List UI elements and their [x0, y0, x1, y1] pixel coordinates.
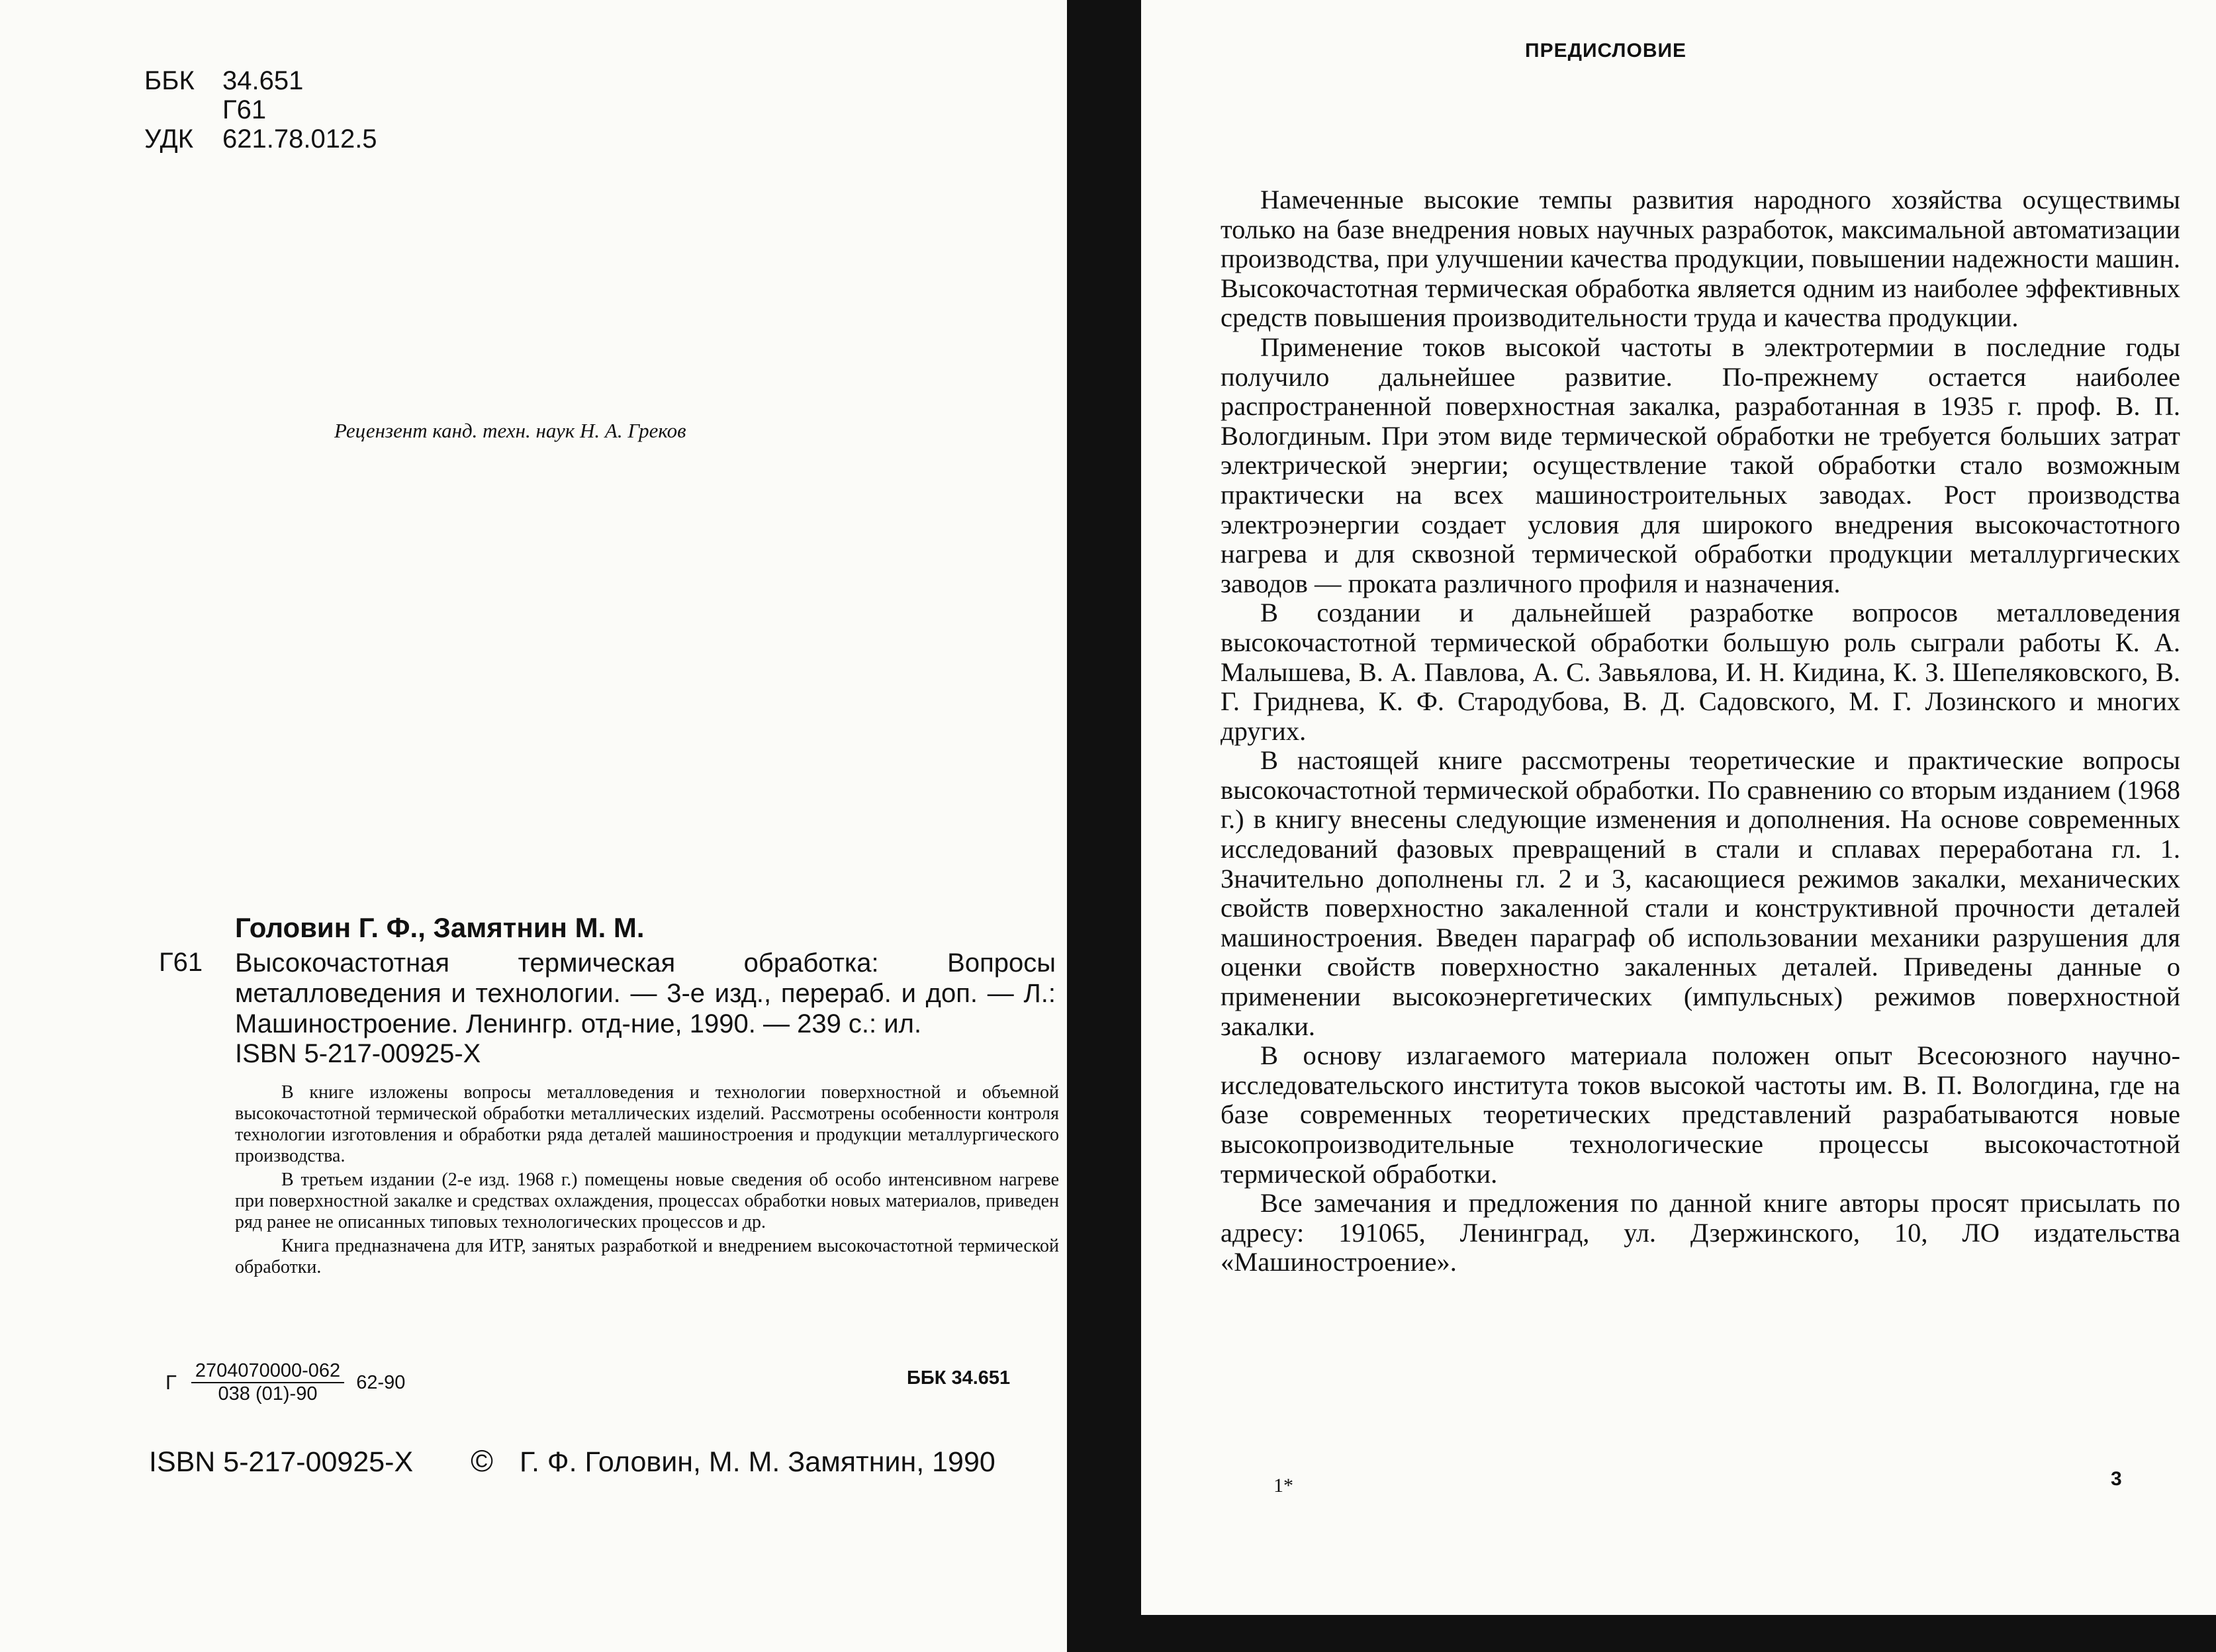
annotation — [235, 1082, 1059, 1281]
card-description: Высокочастотная термическая обработка: Вопросы металловедения и технологии. — 3-е изд., перераб. и доп. — Л.: Машиностроение. Ленингр. отд-ние, 1990. — 239 с.: ил. — [235, 948, 1056, 1038]
catalog-card — [159, 912, 1056, 1069]
code-fraction — [191, 1360, 344, 1405]
scan-edge — [1067, 0, 1071, 1652]
classification-row — [144, 95, 377, 124]
page-number: 3 — [2111, 1468, 2122, 1490]
bbk-footer: ББК 34.651 — [907, 1367, 1011, 1389]
annotation-paragraph: Книга предназначена для ИТР, занятых разработкой и внедрением высокочастотной термической обработки. — [235, 1236, 1059, 1277]
reviewer-line: Рецензент канд. техн. наук Н. А. Греков — [334, 419, 686, 442]
classification-block — [144, 66, 377, 154]
card-isbn: ISBN 5-217-00925-X — [235, 1039, 481, 1068]
code-suffix: 62-90 — [356, 1371, 406, 1393]
card-description-row — [159, 948, 1056, 1039]
page-title: ПРЕДИСЛОВИЕ — [1525, 40, 1687, 62]
classification-value: Г61 — [222, 95, 267, 124]
classification-key: ББК — [144, 66, 195, 95]
preface-paragraph: Все замечания и предложения по данной книге авторы просят присылать по адресу: 191065, Ленинград, ул. Дзержинского, 10, ЛО издательства «Машиностроение». — [1221, 1188, 2180, 1277]
isbn-footer: ISBN 5-217-00925-X — [149, 1446, 414, 1478]
card-mark: Г61 — [159, 948, 203, 977]
classification-row — [144, 124, 377, 154]
copyright-symbol: © — [471, 1444, 494, 1478]
classification-value: 621.78.012.5 — [222, 124, 377, 154]
code-numerator: 2704070000-062 — [191, 1360, 344, 1383]
copyright-line — [149, 1443, 995, 1479]
annotation-paragraph: В третьем издании (2-е изд. 1968 г.) помещены новые сведения об особо интенсивном нагреве при поверхностной закалке и средствах охлаждения, процессах обработки новых материалов, приведен ряд ранее не описанных типовых технологических процессов и др. — [235, 1170, 1059, 1232]
classification-key — [144, 95, 222, 124]
classification-value: 34.651 — [222, 66, 304, 95]
code-denominator: 038 (01)-90 — [218, 1383, 318, 1404]
preface-paragraph: В настоящей книге рассмотрены теоретические и практические вопросы высокочастотной термической обработки. По сравнению со вторым изданием (1968 г.) в книгу внесены следующие изменения и дополнения. На основе современных исследований фазовых превращений в стали и сплавах переработана гл. 1. Значительно дополнены гл. 2 и 3, касающиеся режимов закалки, механических свойств поверхностно закаленной стали и конструктивной прочности деталей машиностроения. Введен параграф об использовании механики разрушения для оценки свойств поверхностно закаленных деталей. Приведены данные о применении высокоэнергетических (импульсных) режимов поверхностной закалки. — [1221, 745, 2180, 1041]
preface-body — [1221, 185, 2180, 1277]
publication-code — [165, 1360, 405, 1405]
signature-mark: 1* — [1273, 1475, 1293, 1496]
right-page — [1141, 0, 2216, 1652]
scan-edge — [1141, 1615, 2216, 1652]
preface-paragraph: В создании и дальнейшей разработке вопросов металловедения высокочастотной термической обработки большую роль сыграли работы К. А. Малышева, В. А. Павлова, А. С. Завьялова, И. Н. Кидина, К. З. Шепеляковского, В. Г. Гриднева, К. Ф. Стародубова, В. Д. Садовского, М. Г. Лозинского и многих других. — [1221, 598, 2180, 746]
left-page — [0, 0, 1071, 1652]
copyright-holders: Г. Ф. Головин, М. М. Замятнин, 1990 — [520, 1446, 995, 1478]
code-letter: Г — [165, 1371, 177, 1394]
preface-paragraph: В основу излагаемого материала положен опыт Всесоюзного научно-исследовательского института токов высокой частоты им. В. П. Вологдина, где на базе современных теоретических представлений разрабатываются новые высокопроизводительные технологические процессы высокочастотной термической обработки. — [1221, 1040, 2180, 1189]
preface-paragraph: Применение токов высокой частоты в электротермии в последние годы получило дальнейшее развитие. По-прежнему остается наиболее распространенной поверхностная закалка, разработанная в 1935 г. проф. В. П. Вологдиным. При этом виде термической обработки не требуется больших затрат электрической энергии; осуществление такой обработки стало возможным практически на всех машиностроительных заводах. Рост производства электроэнергии создает условия для широкого внедрения высокочастотного нагрева и для сквозной термической обработки продукции металлургических заводов — проката различного профиля и назначения. — [1221, 332, 2180, 598]
preface-paragraph: Намеченные высокие темпы развития народного хозяйства осуществимы только на базе внедрения новых научных разработок, максимальной автоматизации производства, при улучшении качества продукции, повышении надежности машин. Высокочастотная термическая обработка является одним из наиболее эффективных средств повышения производительности труда и качества продукции. — [1221, 185, 2180, 333]
classification-key: УДК — [144, 124, 194, 154]
annotation-paragraph: В книге изложены вопросы металловедения и технологии поверхностной и объемной высокочастотной термической обработки металлических изделий. Рассмотрены особенности контроля технологии изготовления и обработки ряда деталей машиностроения и продукции металлургического производства. — [235, 1082, 1059, 1166]
card-authors: Головин Г. Ф., Замятнин М. М. — [235, 912, 645, 943]
classification-row — [144, 66, 377, 95]
